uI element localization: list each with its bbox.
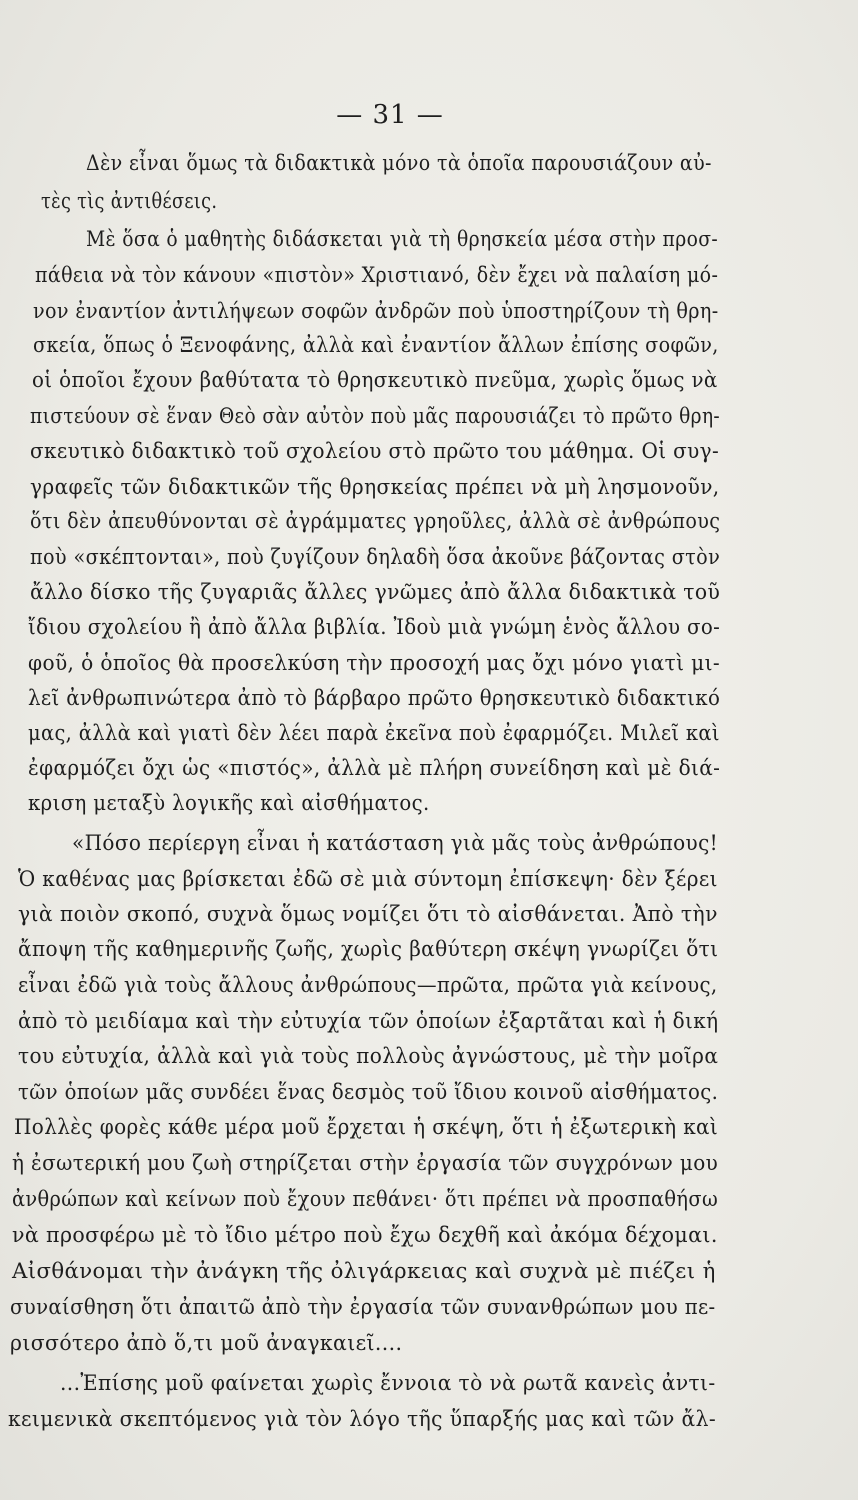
text-line: κειμενικὰ σκεπτόμενος γιὰ τὸν λόγο τῆς ὕπαρξής μας καὶ τῶν ἄλ- xyxy=(8,1407,717,1431)
text-line: συναίσθηση ὅτι ἀπαιτῶ ἀπὸ τὴν ἐργασία τῶν συνανθρώπων μου πε- xyxy=(10,1295,716,1319)
text-line: ἡ ἐσωτερική μου ζωὴ στηρίζεται στὴν ἐργασία τῶν συγχρόνων μου xyxy=(12,1151,719,1175)
text-line: μας, ἀλλὰ καὶ γιατὶ δὲν λέει παρὰ ἐκεῖνα ποὺ ἐφαρμόζει. Μιλεῖ καὶ xyxy=(28,721,720,745)
text-line: ἀπὸ τὸ μειδίαμα καὶ τὴν εὐτυχία τῶν ὁποίων ἐξαρτᾶται καὶ ἡ δική xyxy=(18,1009,719,1033)
text-line: ἴδιου σχολείου ἢ ἀπὸ ἄλλα βιβλία. Ἰδοὺ μιὰ γνώμη ἑνὸς ἄλλου σο- xyxy=(28,615,721,639)
text-line: Δὲν εἶναι ὅμως τὰ διδακτικὰ μόνο τὰ ὁποῖα παρουσιάζουν αὐ- xyxy=(86,151,712,175)
page-number: — 31 — xyxy=(336,100,444,130)
text-line: φοῦ, ὁ ὁποῖος θὰ προσελκύση τὴν προσοχή μας ὄχι μόνο γιατὶ μι- xyxy=(28,651,721,675)
text-line: Αἰσθάνομαι τὴν ἀνάγκη τῆς ὀλιγάρκειας καὶ συχνὰ μὲ πιέζει ἡ xyxy=(12,1259,716,1283)
text-line: ἐφαρμόζει ὄχι ὡς «πιστός», ἀλλὰ μὲ πλήρη συνείδηση καὶ μὲ διά- xyxy=(28,756,721,780)
text-line: νον ἐναντίον ἀντιλήψεων σοφῶν ἀνδρῶν ποὺ ὑποστηρίζουν τὴ θρη- xyxy=(33,299,719,323)
text-line: εἶναι ἐδῶ γιὰ τοὺς ἄλλους ἀνθρώπους—πρῶτα, πρῶτα γιὰ κείνους, xyxy=(18,973,718,997)
text-line: Πολλὲς φορὲς κάθε μέρα μοῦ ἔρχεται ἡ σκέψη, ὅτι ἡ ἐξωτερικὴ καὶ xyxy=(14,1115,719,1139)
text-line: «Πόσο περίεργη εἶναι ἡ κατάσταση γιὰ μᾶς τοὺς ἀνθρώπους! xyxy=(72,831,719,855)
text-line: λεῖ ἀνθρωπινώτερα ἀπὸ τὸ βάρβαρο πρῶτο θρησκευτικὸ διδακτικό xyxy=(28,686,721,710)
text-line: Μὲ ὅσα ὁ μαθητὴς διδάσκεται γιὰ τὴ θρησκεία μέσα στὴν προσ- xyxy=(86,227,719,251)
text-line: γιὰ ποιὸν σκοπό, συχνὰ ὅμως νομίζει ὅτι τὸ αἰσθάνεται. Ἀπὸ τὴν xyxy=(18,902,718,926)
text-line: ...Ἐπίσης μοῦ φαίνεται χωρὶς ἔννοια τὸ νὰ ρωτᾶ κανεὶς ἀντι- xyxy=(60,1371,716,1395)
text-line: ἄποψη τῆς καθημερινῆς ζωῆς, χωρὶς βαθύτερη σκέψη γνωρίζει ὅτι xyxy=(18,937,719,961)
text-line: νὰ προσφέρω μὲ τὸ ἴδιο μέτρο ποὺ ἔχω δεχθῆ καὶ ἀκόμα δέχομαι. xyxy=(12,1223,718,1247)
text-line: σκεία, ὅπως ὁ Ξενοφάνης, ἀλλὰ καὶ ἐναντίον ἄλλων ἐπίσης σοφῶν, xyxy=(33,333,719,357)
text-line: πάθεια νὰ τὸν κάνουν «πιστὸν» Χριστιανό, δὲν ἔχει νὰ παλαίση μό- xyxy=(35,263,719,287)
text-line: ρισσότερο ἀπὸ ὅ,τι μοῦ ἀναγκαιεῖ.... xyxy=(10,1331,403,1355)
text-line: τὲς τὶς ἀντιθέσεις. xyxy=(41,189,218,213)
text-line: ποὺ «σκέπτονται», ποὺ ζυγίζουν δηλαδὴ ὅσα ἀκοῦνε βάζοντας στὸν xyxy=(30,545,721,569)
text-line: γραφεῖς τῶν διδακτικῶν τῆς θρησκείας πρέπει νὰ μὴ λησμονοῦν, xyxy=(30,475,720,499)
text-line: του εὐτυχία, ἀλλὰ καὶ γιὰ τοὺς πολλοὺς ἀγνώστους, μὲ τὴν μοῖρα xyxy=(18,1044,719,1068)
text-line: πιστεύουν σὲ ἕναν Θεὸ σὰν αὐτὸν ποὺ μᾶς παρουσιάζει τὸ πρῶτο θρη- xyxy=(30,404,721,428)
text-line: Ὁ καθένας μας βρίσκεται ἐδῶ σὲ μιὰ σύντομη ἐπίσκεψη· δὲν ξέρει xyxy=(18,867,718,891)
text-line: ἄλλο δίσκο τῆς ζυγαριᾶς ἄλλες γνῶμες ἀπὸ ἄλλα διδακτικὰ τοῦ xyxy=(30,580,721,604)
text-line: σκευτικὸ διδακτικὸ τοῦ σχολείου στὸ πρῶτο του μάθημα. Οἱ συγ- xyxy=(30,439,720,463)
text-line: ὅτι δὲν ἀπευθύνονται σὲ ἀγράμματες γρηοῦλες, ἀλλὰ σὲ ἀνθρώπους xyxy=(30,509,721,533)
text-line: κριση μεταξὺ λογικῆς καὶ αἰσθήματος. xyxy=(28,791,430,815)
text-line: ἀνθρώπων καὶ κείνων ποὺ ἔχουν πεθάνει· ὅτι πρέπει νὰ προσπαθήσω xyxy=(12,1187,719,1211)
text-line: τῶν ὁποίων μᾶς συνδέει ἕνας δεσμὸς τοῦ ἴδιου κοινοῦ αἰσθήματος. xyxy=(18,1080,719,1104)
text-line: οἱ ὁποῖοι ἔχουν βαθύτατα τὸ θρησκευτικὸ πνεῦμα, χωρὶς ὅμως νὰ xyxy=(32,368,718,392)
